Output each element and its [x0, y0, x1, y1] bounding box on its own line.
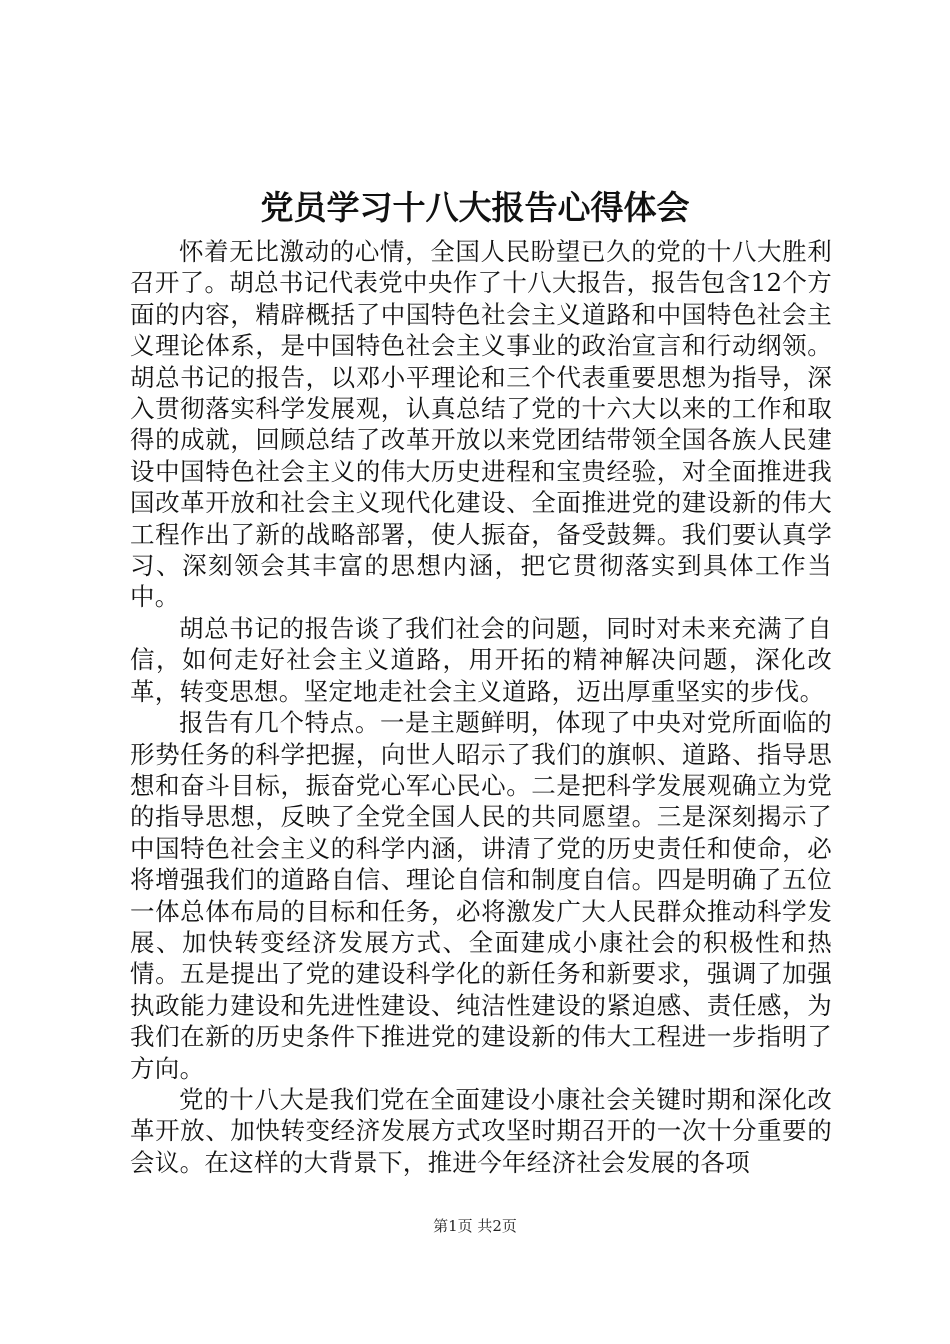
paragraph-2: 胡总书记的报告谈了我们社会的问题，同时对未来充满了自信，如何走好社会主义道路，用开拓的精神解决问题，深化改革，转变思想。坚定地走社会主义道路，迈出厚重坚实的步伐。 — [130, 613, 832, 706]
paragraph-4: 党的十八大是我们党在全面建设小康社会关键时期和深化改革开放、加快转变经济发展方式攻坚时期召开的一次十分重要的会议。在这样的大背景下，推进今年经济社会发展的各项 — [130, 1084, 832, 1177]
document-body — [130, 236, 832, 1178]
document-title: 党员学习十八大报告心得体会 — [260, 188, 690, 227]
page-number-footer: 第1页 共2页 — [433, 1217, 517, 1235]
paragraph-3: 报告有几个特点。一是主题鲜明，体现了中央对党所面临的形势任务的科学把握，向世人昭示了我们的旗帜、道路、指导思想和奋斗目标，振奋党心军心民心。二是把科学发展观确立为党的指导思想，反映了全党全国人民的共同愿望。三是深刻揭示了中国特色社会主义的科学内涵，讲清了党的历史责任和使命，必将增强我们的道路自信、理论自信和制度自信。四是明确了五位一体总体布局的目标和任务，必将激发广大人民群众推动科学发展、加快转变经济发展方式、全面建成小康社会的积极性和热情。五是提出了党的建设科学化的新任务和新要求，强调了加强执政能力建设和先进性建设、纯洁性建设的紧迫感、责任感，为我们在新的历史条件下推进党的建设新的伟大工程进一步指明了方向。 — [130, 708, 832, 1083]
paragraph-1: 怀着无比激动的心情，全国人民盼望已久的党的十八大胜利召开了。胡总书记代表党中央作了十八大报告，报告包含12个方面的内容，精辟概括了中国特色社会主义道路和中国特色社会主义理论体系，是中国特色社会主义事业的政治宣言和行动纲领。胡总书记的报告，以邓小平理论和三个代表重要思想为指导，深入贯彻落实科学发展观，认真总结了党的十六大以来的工作和取得的成就，回顾总结了改革开放以来党团结带领全国各族人民建设中国特色社会主义的伟大历史进程和宝贵经验，对全面推进我国改革开放和社会主义现代化建设、全面推进党的建设新的伟大工程作出了新的战略部署，使人振奋，备受鼓舞。我们要认真学习、深刻领会其丰富的思想内涵，把它贯彻落实到具体工作当中。 — [130, 237, 832, 612]
